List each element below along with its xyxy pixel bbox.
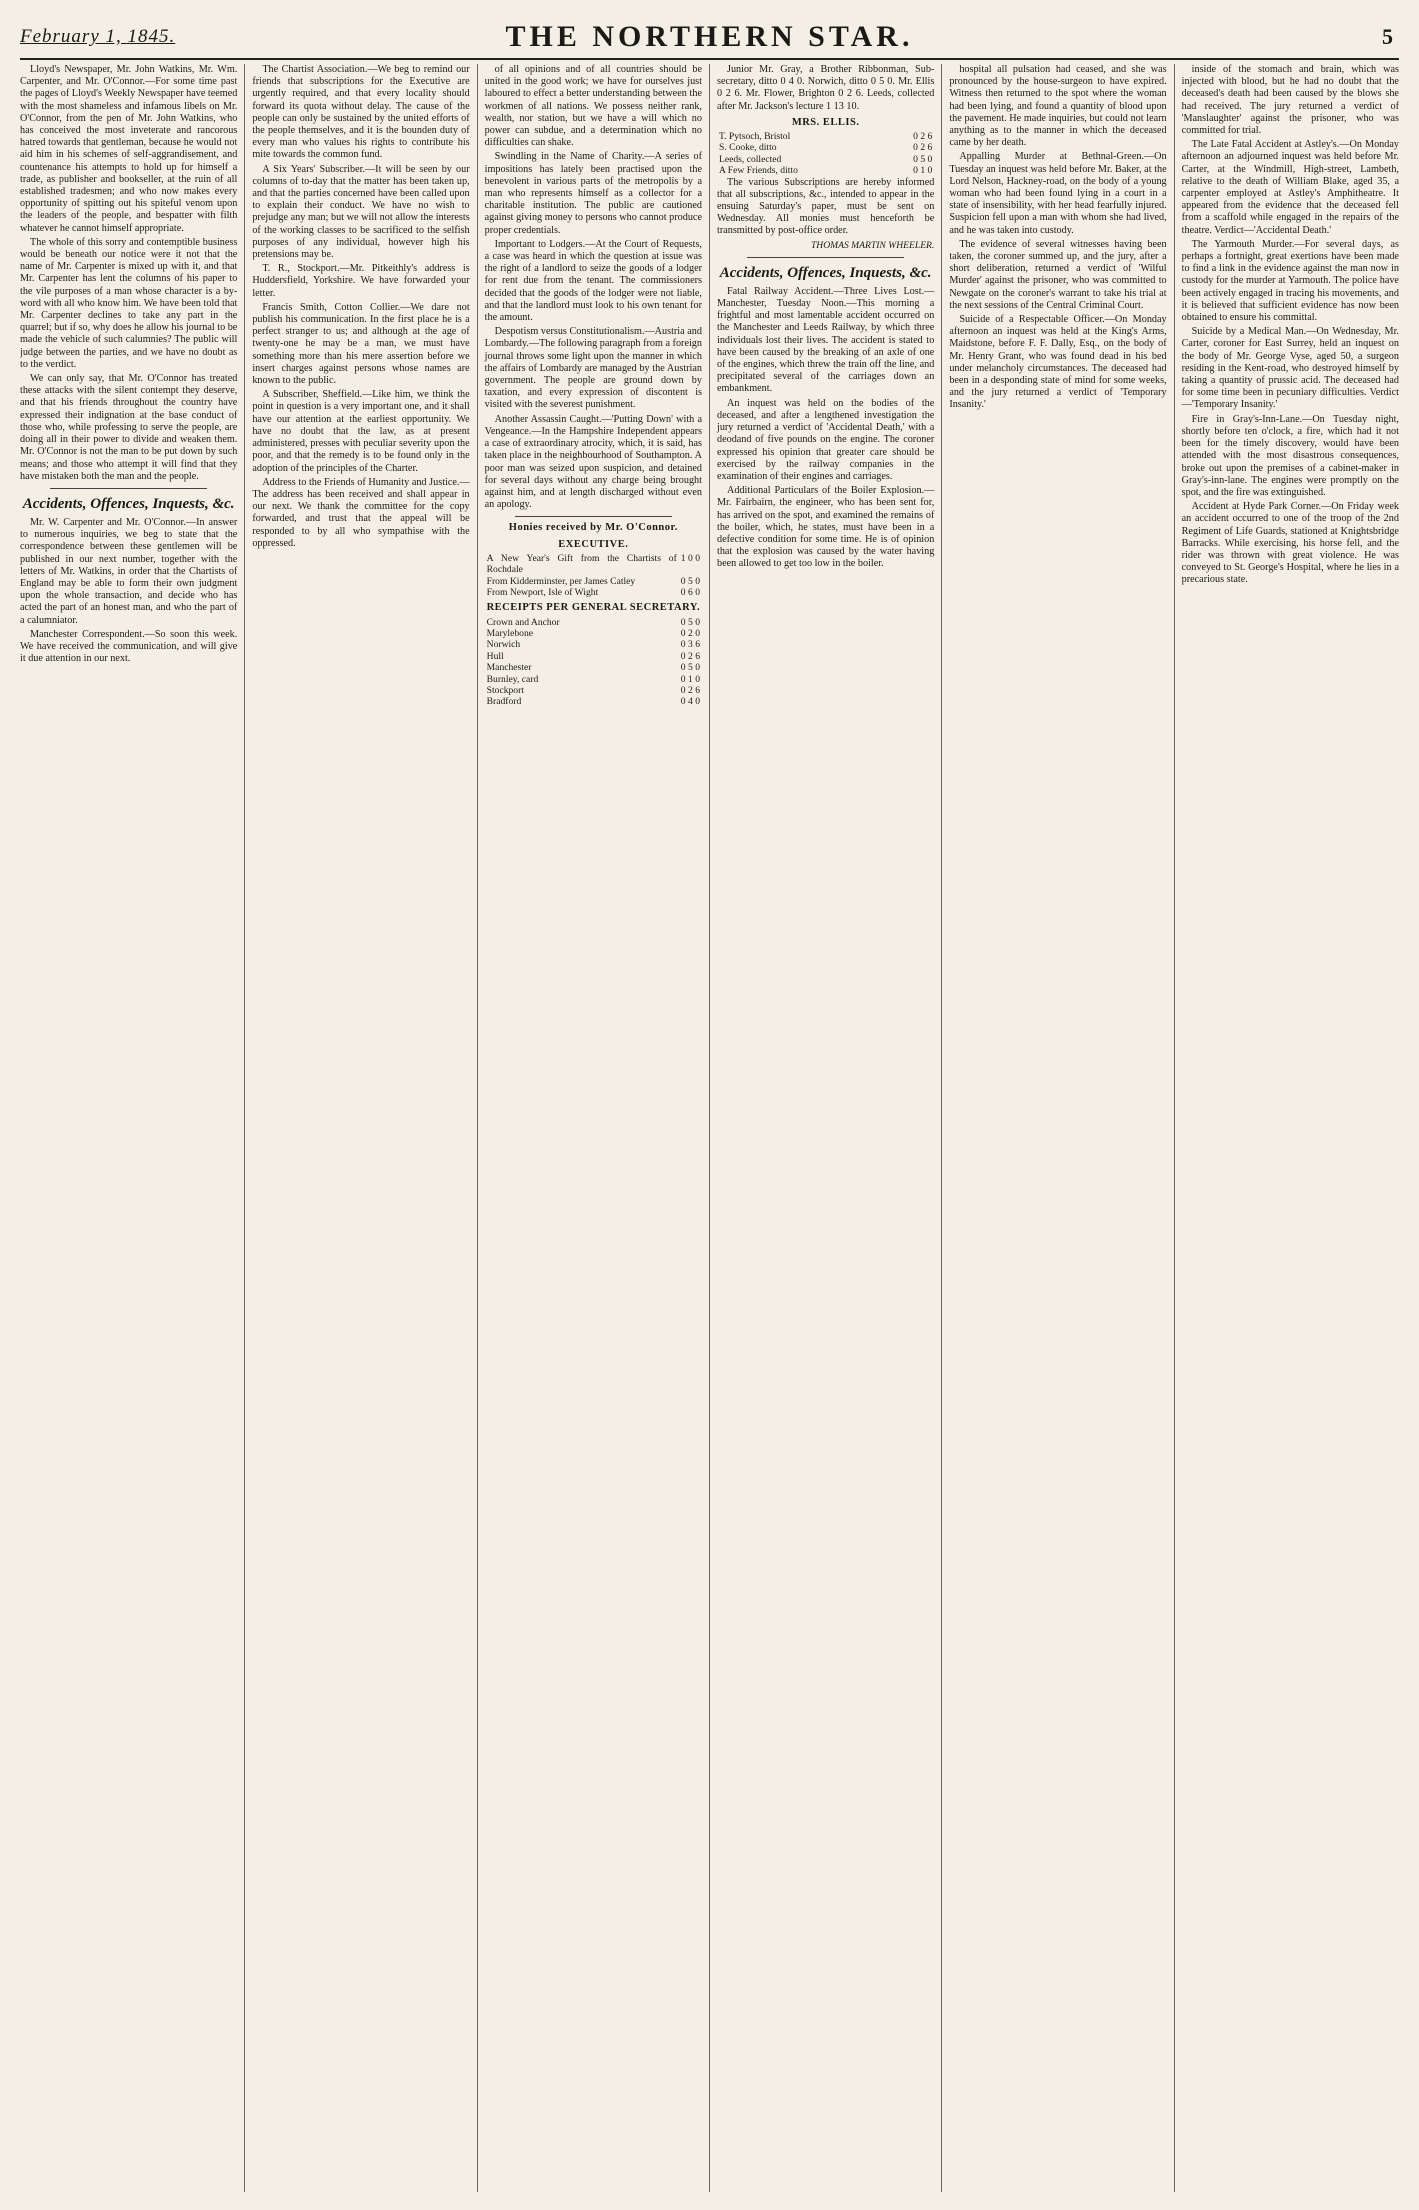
article-paragraph: inside of the stomach and brain, which was injected with blood, but he had no doubt that the deceased's death had been caused by the blows she had received. The jury returned a verdict of 'Manslaughter' against the prisoner, who was committed for trial. [1181,64,1399,137]
article-paragraph: Fire in Gray's-Inn-Lane.—On Tuesday night, shortly before ten o'clock, a fire, which had it not been for the timely discovery, would have been attended with the most disastrous consequences, broke out upon the premises of a cabinet-maker in Gray's-inn-lane. The engines were promptly on the spot, and the fire was extinguished. [1181,413,1399,498]
table-row: A New Year's Gift from the Chartists of Rochdale 1 0 0 [486,552,700,576]
table-row: Hull 0 2 6 [486,650,700,662]
article-paragraph: We can only say, that Mr. O'Connor has treated these attacks with the silent contempt they deserve, and that his friends throughout the country have expressed their indignation at the base conduct of those who, while professing to serve the people, are doing all in their power to divide and weaken them. Mr. O'Connor is not the man to be put down by such means; and those who attempt it will find that they have mistaken both the man and the people. [20,373,238,482]
article-paragraph: Swindling in the Name of Charity.—A series of impositions has lately been practised upon the benevolent in various parts of the metropolis by a man who represents himself as a collector for a charitable institution. The public are cautioned against giving money to persons who cannot produce proper credentials. [484,151,702,236]
table-row: Marylebone 0 2 0 [486,627,700,639]
article-paragraph: T. R., Stockport.—Mr. Pitkeithly's address is Huddersfield, Yorkshire. We have forwarded your letter. [252,263,470,299]
article-paragraph: Accident at Hyde Park Corner.—On Friday week an accident occurred to one of the troop of the 2nd Regiment of Life Guards, stationed at Knightsbridge Barracks. While exercising, his horse fell, and the rider was thrown with great violence. He was conveyed to St. George's Hospital, where he lies in a precarious state. [1181,501,1399,586]
subscriptions-heading: MRS. ELLIS. [791,116,860,128]
page-number: 5 [1382,24,1393,49]
table-row: From Kidderminster, per James Catley 0 5 0 [486,575,700,587]
signature: THOMAS MARTIN WHEELER. [810,239,935,251]
article-paragraph: Junior Mr. Gray, a Brother Ribbonman, Sub-secretary, ditto 0 4 0. Norwich, ditto 0 5 0. Mr. Ellis 0 2 6. Mr. Flower, Brighton 0 2 6. Leeds, collected after Mr. Jackson's lecture 1 13 10. [716,64,935,112]
table-row: T. Pytsoch, Bristol 0 2 6 [718,131,933,143]
column-1 [20,64,244,2192]
table-row: Burnley, card 0 1 0 [486,673,700,685]
article-paragraph: Despotism versus Constitutionalism.—Austria and Lombardy.—The following paragraph from a foreign journal throws some light upon the manner in which the affairs of Lombardy are managed by the Austrian government. The people are ground down by taxation, and every expression of discontent is visited with the severest punishment. [484,326,702,411]
article-paragraph: Address to the Friends of Humanity and Justice.—The address has been received and shall appear in our next. We thank the committee for the copy forwarded, and trust that the appeal will be responded to by all who sympathise with the oppressed. [252,476,470,549]
article-paragraph: Mr. W. Carpenter and Mr. O'Connor.—In answer to numerous inquiries, we beg to state that the correspondence between these gentlemen will be published in our next number, together with the letters of Mr. Watkins, in order that the Chartists of England may be able to form their own judgment upon the whole transaction, and decide who has acted the part of an honest man, and who the part of a calumniator. [20,516,238,626]
article-paragraph: A Subscriber, Sheffield.—Like him, we think the point in question is a very important one, and it shall have our attention at the earliest opportunity. We have no doubt that the law, as at present administered, presses with peculiar severity upon the poor, and that the remedy is to be found only in the adoption of the principles of the Charter. [252,389,470,474]
article-paragraph: Fatal Railway Accident.—Three Lives Lost.—Manchester, Tuesday Noon.—This morning a frightful and most lamentable accident occurred on the Manchester and Leeds Railway, by which three individuals lost their lives. The accident is stated to have been caused by the breaking of an axle of one of the engines, which threw the train off the line, and precipitated several of the carriages down an embankment. [716,285,935,395]
receipts-heading: RECEIPTS PER GENERAL SECRETARY. [486,602,701,614]
article-paragraph: Additional Particulars of the Boiler Explosion.—Mr. Fairbairn, the engineer, who has been sent for, has arrived on the spot, and examined the remains of the boiler, which, he states, must have been in a defective condition for some time. He is of opinion that the explosion was caused by the water having been allowed to get too low in the boiler. [716,485,935,570]
table-row: Stockport 0 2 6 [486,684,700,696]
table-row: Leeds, collected 0 5 0 [718,153,933,165]
section-heading: Accidents, Offences, Inquests, &c. [719,264,932,281]
column-2 [244,64,476,2192]
article-paragraph: of all opinions and of all countries should be united in the good work; we have for ourselves just laboured to effect a better understanding between the workmen of all nations. We possess neither rank, wealth, nor station, but we have a will which no power can subdue, and a determination which no difficulties can shake. [484,64,702,149]
article-paragraph: Appalling Murder at Bethnal-Green.—On Tuesday an inquest was held before Mr. Baker, at the Lord Nelson, Hackney-road, on the body of a young woman who had been found lying in a court in a state of insensibility, with her head fearfully injured. Suspicion fell upon a man with whom she had lived, and he was taken into custody. [949,151,1167,236]
receipts-table [485,553,702,599]
table-row: Crown and Anchor 0 5 0 [486,616,700,628]
masthead [20,14,1399,60]
article-paragraph: A Six Years' Subscriber.—It will be seen by our columns of to-day that the matter has been taken up, and that the parties concerned have been called upon to explain their conduct. We have no wish to prejudge any man; but we will not allow the interests of the working classes to be sacrificed to the selfish purposes of any individual, however high his pretensions may be. [252,163,470,261]
article-paragraph: The Chartist Association.—We beg to remind our friends that subscriptions for the Executive are urgently required, and that every locality should forward its quota without delay. The cause of the people can only be sustained by the united efforts of the people themselves, and it is the bounden duty of every man who values his rights to contribute his mite towards the common fund. [252,64,470,161]
article-paragraph: hospital all pulsation had ceased, and she was pronounced by the house-surgeon to have expired. Witness then returned to the spot where the woman had been lying, and found a quantity of blood upon the pavement. He made inquiries, but could not learn anything as to the manner in which the deceased came by her death. [949,64,1167,149]
column-4 [709,64,941,2192]
column-5 [941,64,1173,2192]
column-6 [1174,64,1399,2192]
table-row: S. Cooke, ditto 0 2 6 [718,142,933,154]
divider [747,257,904,258]
article-paragraph: The Yarmouth Murder.—For several days, as perhaps a fortnight, great exertions have been made to find a link in the evidence against the man now in custody for the murder at Yarmouth. The police have been actively engaged in tracing his movements, and it is believed that sufficient evidence has now been obtained to ensure his committal. [1181,238,1399,324]
article-paragraph: Manchester Correspondent.—So soon this week. We have received the communication, and will give it due attention in our next. [20,628,238,665]
table-row: A Few Friends, ditto 0 1 0 [718,165,933,177]
executive-heading: EXECUTIVE. [558,538,629,550]
article-paragraph: Important to Lodgers.—At the Court of Requests, a case was heard in which the question at issue was the right of a landlord to seize the goods of a lodger for rent due from the tenant. The commissioners decided that the goods of the lodger were not liable, and that the landlord must look to his own tenant for the amount. [484,238,702,324]
subscriptions-heading: Honies received by Mr. O'Connor. [508,522,678,534]
columns [20,64,1399,2192]
article-paragraph: Another Assassin Caught.—'Putting Down' with a Vengeance.—In the Hampshire Independent appears a case of extraordinary atrocity, which, it is said, has taken place in the neighbourhood of Southampton. A poor man was seized upon suspicion, and detained for several days without any charge being brought against him, and at length discharged without even an apology. [484,413,702,511]
table-row: Manchester 0 5 0 [486,662,700,674]
newspaper-title: THE NORTHERN STAR. [505,20,914,53]
article-paragraph: The evidence of several witnesses having been taken, the coroner summed up, and the jury, after a short deliberation, returned a verdict of 'Wilful Murder' against the prisoner, who was committed to Newgate on the coroner's warrant to take his trial at the next sessions of the Central Criminal Court. [949,238,1167,311]
article-paragraph: An inquest was held on the bodies of the deceased, and after a lengthened investigation the jury returned a verdict of 'Accidental Death,' with a deodand of five pounds on the engine. The coroner expressed his opinion that greater care should be exercised by the railway companies in the examination of their engines and carriages. [716,397,935,482]
table-row: From Newport, Isle of Wight 0 6 0 [486,586,700,598]
article-paragraph: The various Subscriptions are hereby informed that all subscriptions, &c., intended to appear in the ensuing Saturday's paper, must be sent on Wednesday. All monies must henceforth be transmitted by post-office order. [716,176,935,237]
issue-date: February 1, 1845. [20,26,176,47]
receipts-table [485,617,702,708]
article-paragraph: Lloyd's Newspaper, Mr. John Watkins, Mr. Wm. Carpenter, and Mr. O'Connor.—For some time past the pages of Lloyd's Weekly Newspaper have teemed with the most shameless and infamous libels on Mr. O'Connor, from the pen of Mr. John Watkins, who has conceived the most inveterate and rancorous hatred towards that gentleman, because he would not aid him in his schemes of self-aggrandisement, and countenance his attempts to hold up for himself a trade, as publisher and bookseller, at the ruin of all established tradesmen; and who now makes every opportunity of spitting out his spiteful venom upon the leaders of the people, and bespatter with filth whatever he cannot himself appropriate. [20,64,238,234]
table-row: Norwich 0 3 6 [486,639,700,651]
column-3 [477,64,709,2192]
table-row: Bradford 0 4 0 [486,696,700,708]
article-paragraph: Suicide of a Respectable Officer.—On Monday afternoon an inquest was held at the King's Arms, Maidstone, before F. F. Dally, Esq., on the body of Mr. Henry Grant, who was found dead in his bed under melancholy circumstances. The deceased had been in a desponding state of mind for some weeks, and the jury returned a verdict of 'Temporary Insanity.' [949,314,1167,411]
article-paragraph: Suicide by a Medical Man.—On Wednesday, Mr. Carter, coroner for East Surrey, held an inquest on the body of Mr. George Vyse, aged 50, a surgeon residing in the Kent-road, who destroyed himself by taking a quantity of prussic acid. The deceased had for some time been in pecuniary difficulties. Verdict—'Temporary Insanity.' [1181,326,1399,411]
divider [515,516,672,517]
article-paragraph: The Late Fatal Accident at Astley's.—On Monday afternoon an adjourned inquest was held before Mr. Carter, at the Windmill, High-street, Lambeth, relative to the death of William Blake, aged 35, a carpenter employed at Astley's Amphitheatre. It appeared from the evidence that the deceased fell from a scaffold while engaged in the repairs of the theatre. Verdict—'Accidental Death.' [1181,139,1399,236]
subscriptions-table [717,131,934,177]
article-paragraph: Francis Smith, Cotton Collier.—We dare not publish his communication. In the first place he is a perfect stranger to us; and although at the age of twenty-one he may be a man, we must have something more than his mere assertion before we insert charges against persons whose names are known to the public. [252,301,470,387]
section-heading: Accidents, Offences, Inquests, &c. [22,495,235,512]
article-paragraph: The whole of this sorry and contemptible business would be beneath our notice were it not that the name of Mr. Carpenter is mixed up with it, and that Mr. Carpenter has lent the columns of his paper to the vile purposes of a man whose character is a by-word with all who know him. We have been told that Mr. Carpenter declines to take any part in the quarrel; but if so, why does he allow his journal to be made the vehicle of such calumnies? The public will judge between the parties, and we have no doubt as to the verdict. [20,236,238,370]
divider [50,488,207,489]
